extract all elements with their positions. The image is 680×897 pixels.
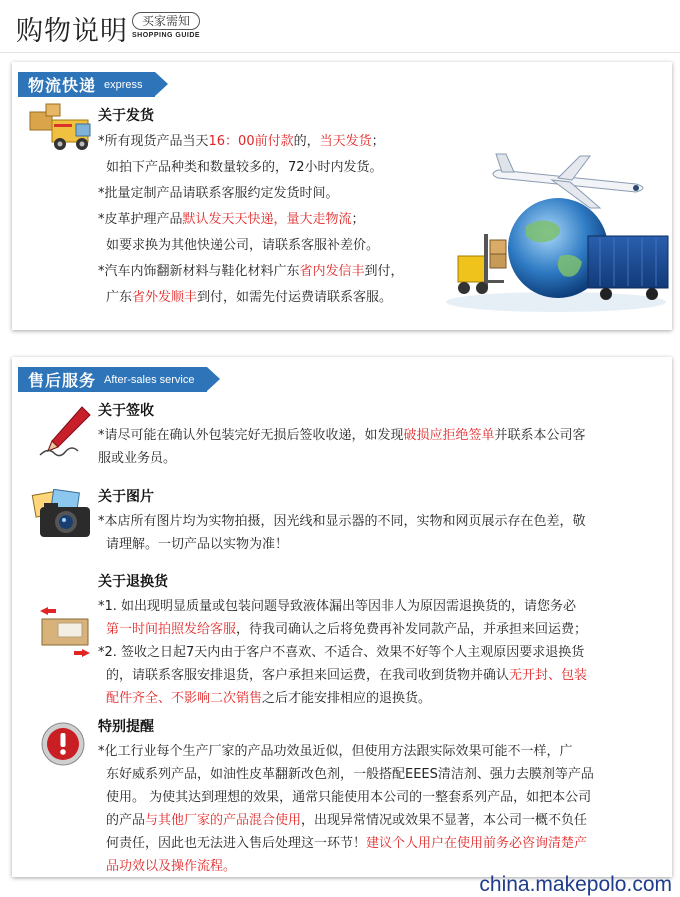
logistics-panel	[12, 62, 672, 330]
photo-title: 关于图片	[98, 489, 154, 505]
highlight-text: 第一时间拍照发给客服	[106, 622, 237, 637]
highlight-text: 建议个人用户在使用前务必咨询清楚产	[366, 836, 588, 851]
return-line-3: *2. 签收之日起7天内由于客户不喜欢、不适合、效果不好等个人主观原因要求退换货	[98, 645, 585, 660]
shipping-info	[98, 103, 458, 311]
warning-icon	[40, 721, 86, 767]
notice-title: 特别提醒	[98, 719, 154, 735]
highlight-text: 配件齐全、不影响二次销售	[106, 691, 263, 706]
highlight-text: 省内发信丰	[299, 264, 365, 279]
logistics-tab-cn: 物流快递	[28, 76, 97, 95]
logistics-tab	[18, 72, 155, 97]
text: 的，	[293, 134, 320, 149]
text: 广东	[106, 290, 133, 305]
text: 到付，	[364, 264, 404, 279]
shipping-line-2: 如拍下产品种类和数量较多的，72小时内发货。	[106, 160, 383, 175]
shipping-line-7	[98, 285, 458, 311]
return-line-5	[98, 687, 664, 710]
after-sales-tab	[18, 367, 207, 392]
shipping-line-1	[98, 129, 458, 155]
return-package-icon	[36, 601, 94, 661]
text: ；	[371, 134, 385, 149]
text: *请尽可能在确认外包装完好无损后签收收递，如发现	[98, 428, 404, 443]
text: 的产品	[106, 813, 146, 828]
text: ；	[351, 212, 365, 227]
highlight-text: 省外发顺丰	[132, 290, 198, 305]
notice-line-1: *化工行业每个生产厂家的产品功效虽近似，但使用方法跟实际效果可能不一样，广	[98, 744, 573, 759]
sign-info	[98, 398, 658, 470]
highlight-text: 破损应拒绝签单	[403, 428, 495, 443]
delivery-truck-icon	[26, 102, 98, 154]
header-divider	[0, 52, 680, 53]
shipping-line-6	[98, 259, 458, 285]
highlight-text: 无开封、包装	[509, 668, 588, 683]
camera-photos-icon	[30, 489, 98, 541]
subtitle-cn: 买家需知	[132, 12, 200, 30]
return-line-4	[98, 664, 664, 687]
text: 何责任，因此也无法进入售后处理这一环节！	[106, 836, 367, 851]
shipping-line-4	[98, 207, 458, 233]
photo-info	[98, 484, 658, 556]
highlight-text: 16：00前付款	[208, 134, 294, 149]
after-sales-panel	[12, 357, 672, 877]
sign-line-1	[98, 424, 658, 447]
logistics-tab-en: express	[104, 78, 143, 91]
notice-line-3: 使用。 为使其达到理想的效果，通常只能使用本公司的一整套系列产品，如把本公司	[106, 790, 592, 805]
sign-line-2: 服或业务员。	[98, 451, 177, 466]
return-info	[98, 569, 664, 710]
shipping-title: 关于发货	[98, 108, 154, 124]
text: ，出现异常情况或效果不显著，本公司一概不负任	[301, 813, 588, 828]
text: *汽车内饰翻新材料与鞋化材料广东	[98, 264, 300, 279]
text: 到付，如需先付运费请联系客服。	[197, 290, 393, 305]
page-title: 购物说明	[16, 16, 128, 47]
watermark: china.makepolo.com	[479, 873, 672, 896]
notice-info	[98, 714, 664, 878]
notice-line-5	[98, 832, 664, 855]
notice-line-4	[98, 809, 664, 832]
notice-line-6: 品功效以及操作流程。	[106, 859, 237, 874]
text: ，待我司确认之后将免费再补发同款产品，并承担来回运费；	[236, 622, 588, 637]
title-subtitle	[132, 12, 208, 39]
notice-line-2: 东好威系列产品，如油性皮革翻新改色剂，一般搭配EEES清洁剂、强力去膜剂等产品	[106, 767, 594, 782]
return-line-2	[98, 618, 664, 641]
text: 之后才能安排相应的退换货。	[262, 691, 432, 706]
subtitle-en: SHOPPING GUIDE	[132, 32, 201, 39]
text: *所有现货产品当天	[98, 134, 209, 149]
shipping-line-5: 如要求换为其他快递公司，请联系客服补差价。	[106, 238, 380, 253]
highlight-text: 与其他厂家的产品混合使用	[145, 813, 302, 828]
text: 并联系本公司客	[494, 428, 586, 443]
page-header	[0, 0, 680, 50]
return-title: 关于退换货	[98, 574, 168, 590]
photo-line-1: *本店所有图片均为实物拍摄，因光线和显示器的不同，实物和网页展示存在色差，敬	[98, 514, 586, 529]
after-sales-tab-cn: 售后服务	[28, 371, 97, 390]
logistics-illustration	[440, 144, 672, 316]
return-line-1: *1. 如出现明显质量或包装问题导致液体漏出等因非人为原因需退换货的，请您务必	[98, 599, 577, 614]
text: 的，请联系客服安排退货，客户承担来回运费，在我司收到货物并确认	[106, 668, 510, 683]
text: *皮革护理产品	[98, 212, 183, 227]
sign-title: 关于签收	[98, 403, 154, 419]
highlight-text: 当天发货	[319, 134, 372, 149]
after-sales-tab-en: After-sales service	[104, 373, 195, 386]
photo-line-2: 请理解。一切产品以实物为准！	[106, 537, 289, 552]
shipping-line-3: *批量定制产品请联系客服约定发货时间。	[98, 186, 339, 201]
pen-sign-icon	[38, 403, 94, 461]
highlight-text: 默认发天天快递，量大走物流	[182, 212, 352, 227]
